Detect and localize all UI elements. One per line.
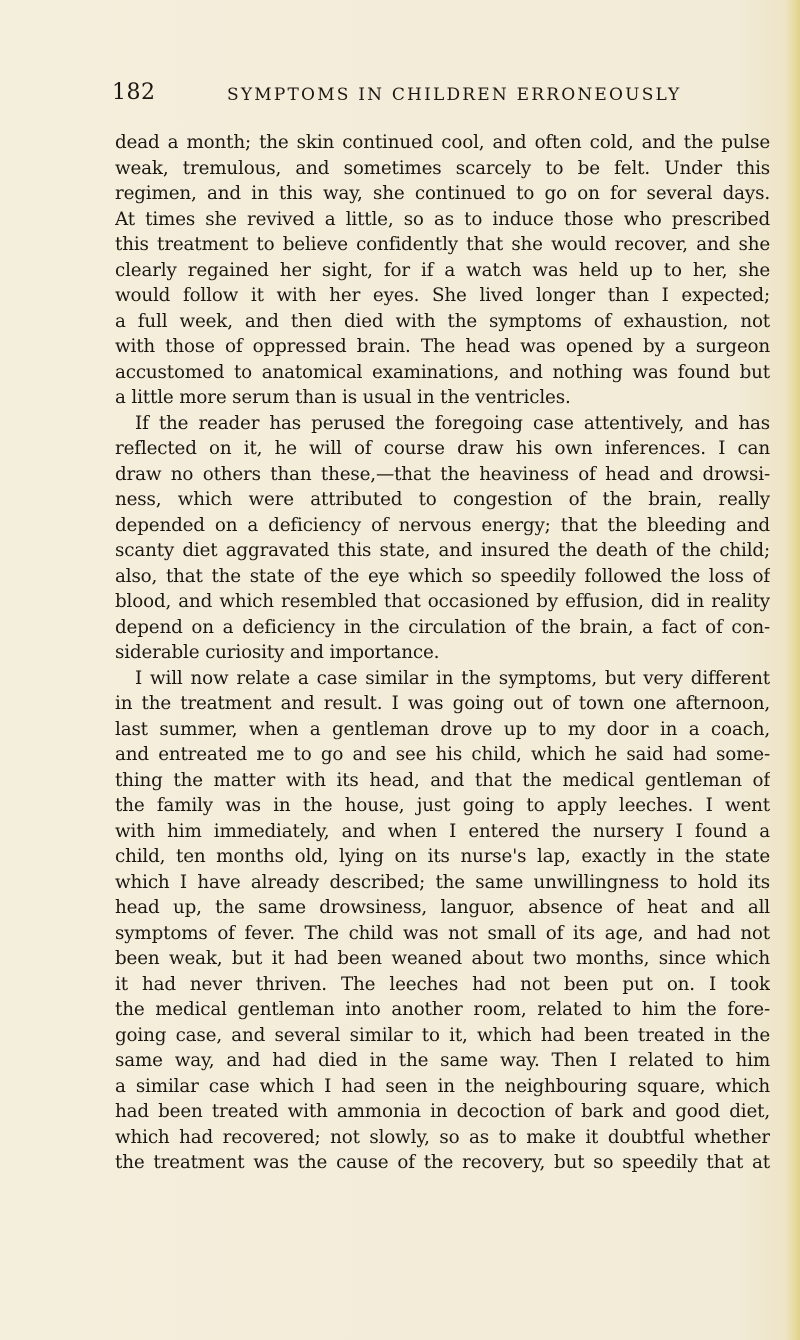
text-line: depend on a deficiency in the circulation of the brain, a fact of con- — [115, 616, 770, 638]
text-line: head up, the same drowsiness, languor, absence of heat and all — [115, 897, 770, 918]
text-line: in the treatment and result. I was going out of town one afternoon, — [115, 693, 770, 714]
text-line: weak, tremulous, and sometimes scarcely to be felt. Under this — [115, 157, 770, 179]
text-line: with him immediately, and when I entered the nursery I found a — [115, 820, 770, 842]
paragraph-end-line: siderable curiosity and importance. — [115, 642, 440, 663]
text-line: this treatment to believe confidently that she would recover, and she — [115, 234, 770, 255]
text-line: thing the matter with its head, and that the medical gentleman of — [115, 769, 770, 791]
text-line: regimen, and in this way, she continued to go on for several days. — [115, 183, 770, 204]
text-line: been weak, but it had been weaned about two months, since which — [115, 948, 770, 969]
text-line: dead a month; the skin continued cool, and often cold, and the pulse — [115, 132, 770, 153]
body-text — [115, 130, 770, 1176]
text-line: it had never thriven. The leeches had not been put on. I took — [115, 973, 770, 995]
text-line: blood, and which resembled that occasioned by effusion, did in reality — [115, 591, 770, 612]
text-line: with those of oppressed brain. The head was opened by a surgeon — [115, 336, 770, 357]
text-line: which I have already described; the same unwillingness to hold its — [115, 871, 770, 893]
text-line: the treatment was the cause of the recovery, but so speedily that at — [115, 1152, 770, 1173]
paragraph-start-line: I will now relate a case similar in the symptoms, but very different — [135, 667, 770, 689]
text-line: would follow it with her eyes. She lived longer than I expected; — [115, 285, 770, 306]
running-head: SYMPTOMS IN CHILDREN ERRONEOUSLY — [227, 85, 682, 105]
text-line: depended on a deficiency of nervous energy; that the bleeding and — [115, 514, 770, 536]
text-line: also, that the state of the eye which so speedily followed the loss of — [115, 565, 770, 587]
paragraph-end-line: a little more serum than is usual in the ventricles. — [115, 387, 571, 408]
text-line: same way, and had died in the same way. Then I related to him — [115, 1050, 770, 1071]
page-edge — [786, 0, 800, 1340]
text-line: the medical gentleman into another room, related to him the fore- — [115, 999, 770, 1020]
text-line: which had recovered; not slowly, so as to make it doubtful whether — [115, 1126, 770, 1148]
text-line: a full week, and then died with the symptoms of exhaustion, not — [115, 310, 770, 332]
text-line: had been treated with ammonia in decoction of bark and good diet, — [115, 1101, 770, 1122]
text-line: accustomed to anatomical examinations, and nothing was found but — [115, 361, 770, 383]
text-line: the family was in the house, just going to apply leeches. I went — [115, 795, 770, 816]
text-line: and entreated me to go and see his child, which he said had some- — [115, 744, 770, 765]
text-line: last summer, when a gentleman drove up to my door in a coach, — [115, 718, 770, 740]
text-line: clearly regained her sight, for if a watch was held up to her, she — [115, 259, 770, 281]
text-line: symptoms of fever. The child was not small of its age, and had not — [115, 922, 770, 944]
text-line: reflected on it, he will of course draw his own inferences. I can — [115, 438, 770, 459]
text-line: At times she revived a little, so as to induce those who prescribed — [115, 208, 770, 230]
text-line: ness, which were attributed to congestion of the brain, really — [115, 489, 770, 510]
page-header — [112, 80, 772, 120]
text-line: going case, and several similar to it, which had been treated in the — [115, 1024, 770, 1046]
text-line: draw no others than these,—that the heaviness of head and drowsi- — [115, 463, 770, 485]
text-line: scanty diet aggravated this state, and insured the death of the child; — [115, 540, 770, 561]
paragraph-start-line: If the reader has perused the foregoing case attentively, and has — [135, 412, 770, 434]
text-line: child, ten months old, lying on its nurse's lap, exactly in the state — [115, 846, 770, 867]
text-line: a similar case which I had seen in the neighbouring square, which — [115, 1075, 770, 1097]
page-number: 182 — [112, 80, 156, 105]
